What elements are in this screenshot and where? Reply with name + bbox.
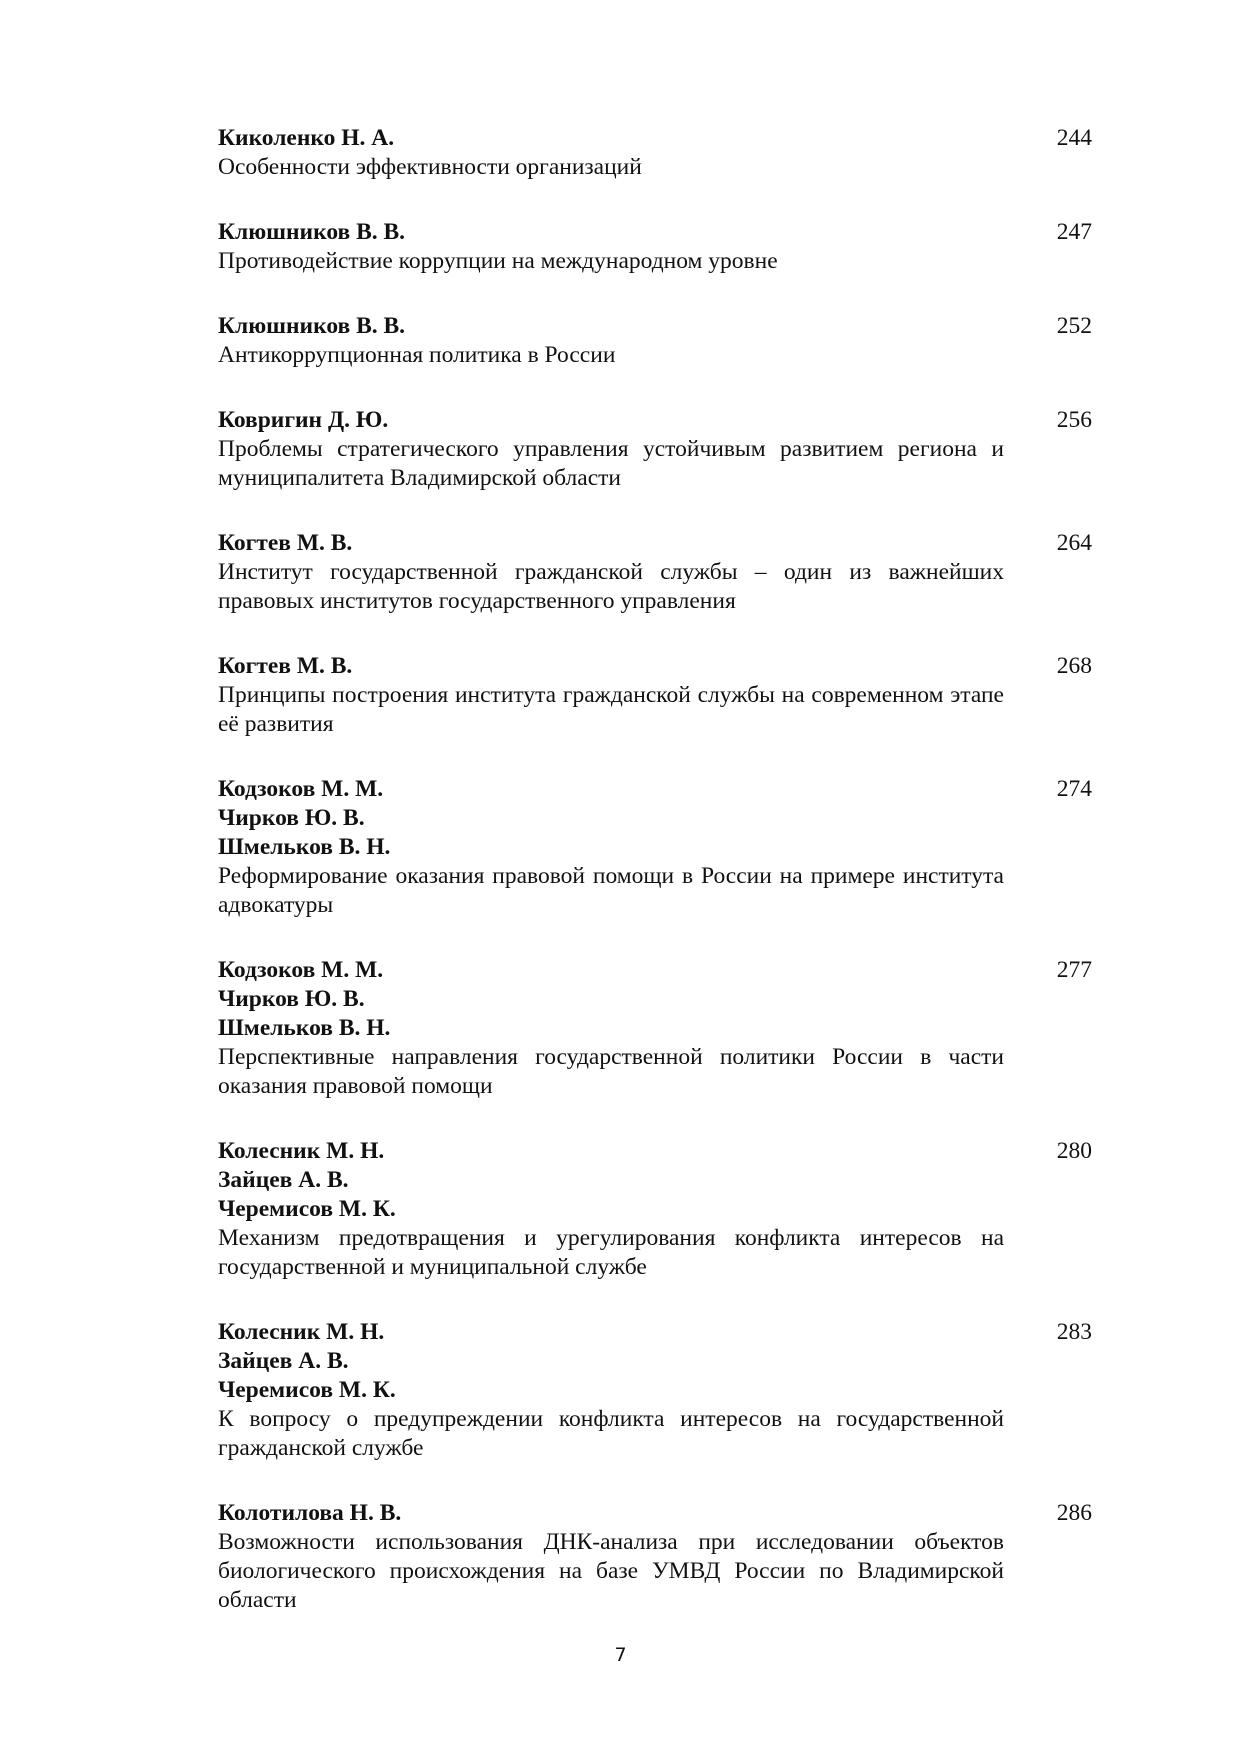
entry-author: Зайцев А. В.	[218, 1167, 349, 1193]
entry-authors	[218, 956, 1004, 1043]
entry-author: Ковригин Д. Ю.	[218, 407, 389, 433]
entry-author: Киколенко Н. А.	[218, 125, 395, 151]
entry-title: Перспективные направления государственной политики России в части оказания правовой помощи	[218, 1044, 1004, 1099]
entry-page-number: 252	[1056, 313, 1092, 339]
entry-author: Когтев М. В.	[218, 653, 353, 679]
entry-author: Колесник М. Н.	[218, 1138, 385, 1164]
entry-authors	[218, 529, 1004, 558]
entry-page-number: 280	[1056, 1138, 1092, 1164]
entry-author: Черемисов М. К.	[218, 1196, 396, 1222]
toc-entry	[218, 406, 1092, 493]
toc-entry	[218, 1137, 1092, 1282]
entry-title: Механизм предотвращения и урегулирования конфликта интересов на государственной и муниципальной службе	[218, 1225, 1004, 1280]
entry-title: Институт государственной гражданской службы – один из важнейших правовых институтов государственного управления	[218, 559, 1004, 614]
toc-entry	[218, 652, 1092, 739]
entry-title: Принципы построения института гражданской службы на современном этапе её развития	[218, 682, 1004, 737]
entry-authors	[218, 1318, 1004, 1405]
entry-author: Черемисов М. К.	[218, 1377, 396, 1403]
entry-author: Шмельков В. Н.	[218, 1015, 391, 1041]
entry-page-number: 268	[1056, 653, 1092, 679]
toc-entry	[218, 529, 1092, 616]
entry-page-number: 274	[1056, 776, 1092, 802]
toc-entry	[218, 124, 1092, 182]
entry-author: Клюшников В. В.	[218, 313, 406, 339]
entry-title: Особенности эффективности организаций	[218, 154, 642, 180]
table-of-contents	[218, 124, 1092, 1651]
entry-author: Клюшников В. В.	[218, 219, 406, 245]
entry-authors	[218, 775, 1004, 862]
entry-title: Противодействие коррупции на международном уровне	[218, 248, 778, 274]
toc-entry	[218, 956, 1092, 1101]
entry-author: Шмельков В. Н.	[218, 834, 391, 860]
entry-title: Возможности использования ДНК-анализа при исследовании объектов биологического происхождения на базе УМВД России по Владимирской области	[218, 1529, 1004, 1613]
entry-author: Колесник М. Н.	[218, 1319, 385, 1345]
toc-entry	[218, 312, 1092, 370]
toc-entry	[218, 218, 1092, 276]
entry-title: Антикоррупционная политика в России	[218, 342, 616, 368]
toc-entry	[218, 775, 1092, 920]
entry-author: Зайцев А. В.	[218, 1348, 349, 1374]
toc-entry	[218, 1318, 1092, 1463]
entry-author: Чирков Ю. В.	[218, 986, 365, 1012]
entry-page-number: 256	[1056, 407, 1092, 433]
entry-authors	[218, 1137, 1004, 1224]
entry-title: Проблемы стратегического управления устойчивым развитием региона и муниципалитета Владимирской области	[218, 436, 1004, 491]
entry-authors	[218, 406, 1004, 435]
entry-title: К вопросу о предупреждении конфликта интересов на государственной гражданской службе	[218, 1406, 1004, 1461]
entry-author: Колотилова Н. В.	[218, 1500, 402, 1526]
entry-page-number: 277	[1056, 957, 1092, 983]
entry-page-number: 247	[1056, 219, 1092, 245]
entry-page-number: 283	[1056, 1319, 1092, 1345]
entry-page-number: 286	[1056, 1500, 1092, 1526]
entry-authors	[218, 312, 1004, 341]
entry-authors	[218, 124, 1004, 153]
page-folio-number: 7	[614, 1644, 627, 1666]
entry-author: Кодзоков М. М.	[218, 957, 384, 983]
entry-authors	[218, 652, 1004, 681]
entry-author: Кодзоков М. М.	[218, 776, 384, 802]
entry-page-number: 264	[1056, 530, 1092, 556]
entry-author: Когтев М. В.	[218, 530, 353, 556]
toc-entry	[218, 1499, 1092, 1615]
entry-page-number: 244	[1056, 125, 1092, 151]
entry-authors	[218, 1499, 1004, 1528]
entry-title: Реформирование оказания правовой помощи в России на примере института адвокатуры	[218, 863, 1004, 918]
entry-authors	[218, 218, 1004, 247]
entry-author: Чирков Ю. В.	[218, 805, 365, 831]
